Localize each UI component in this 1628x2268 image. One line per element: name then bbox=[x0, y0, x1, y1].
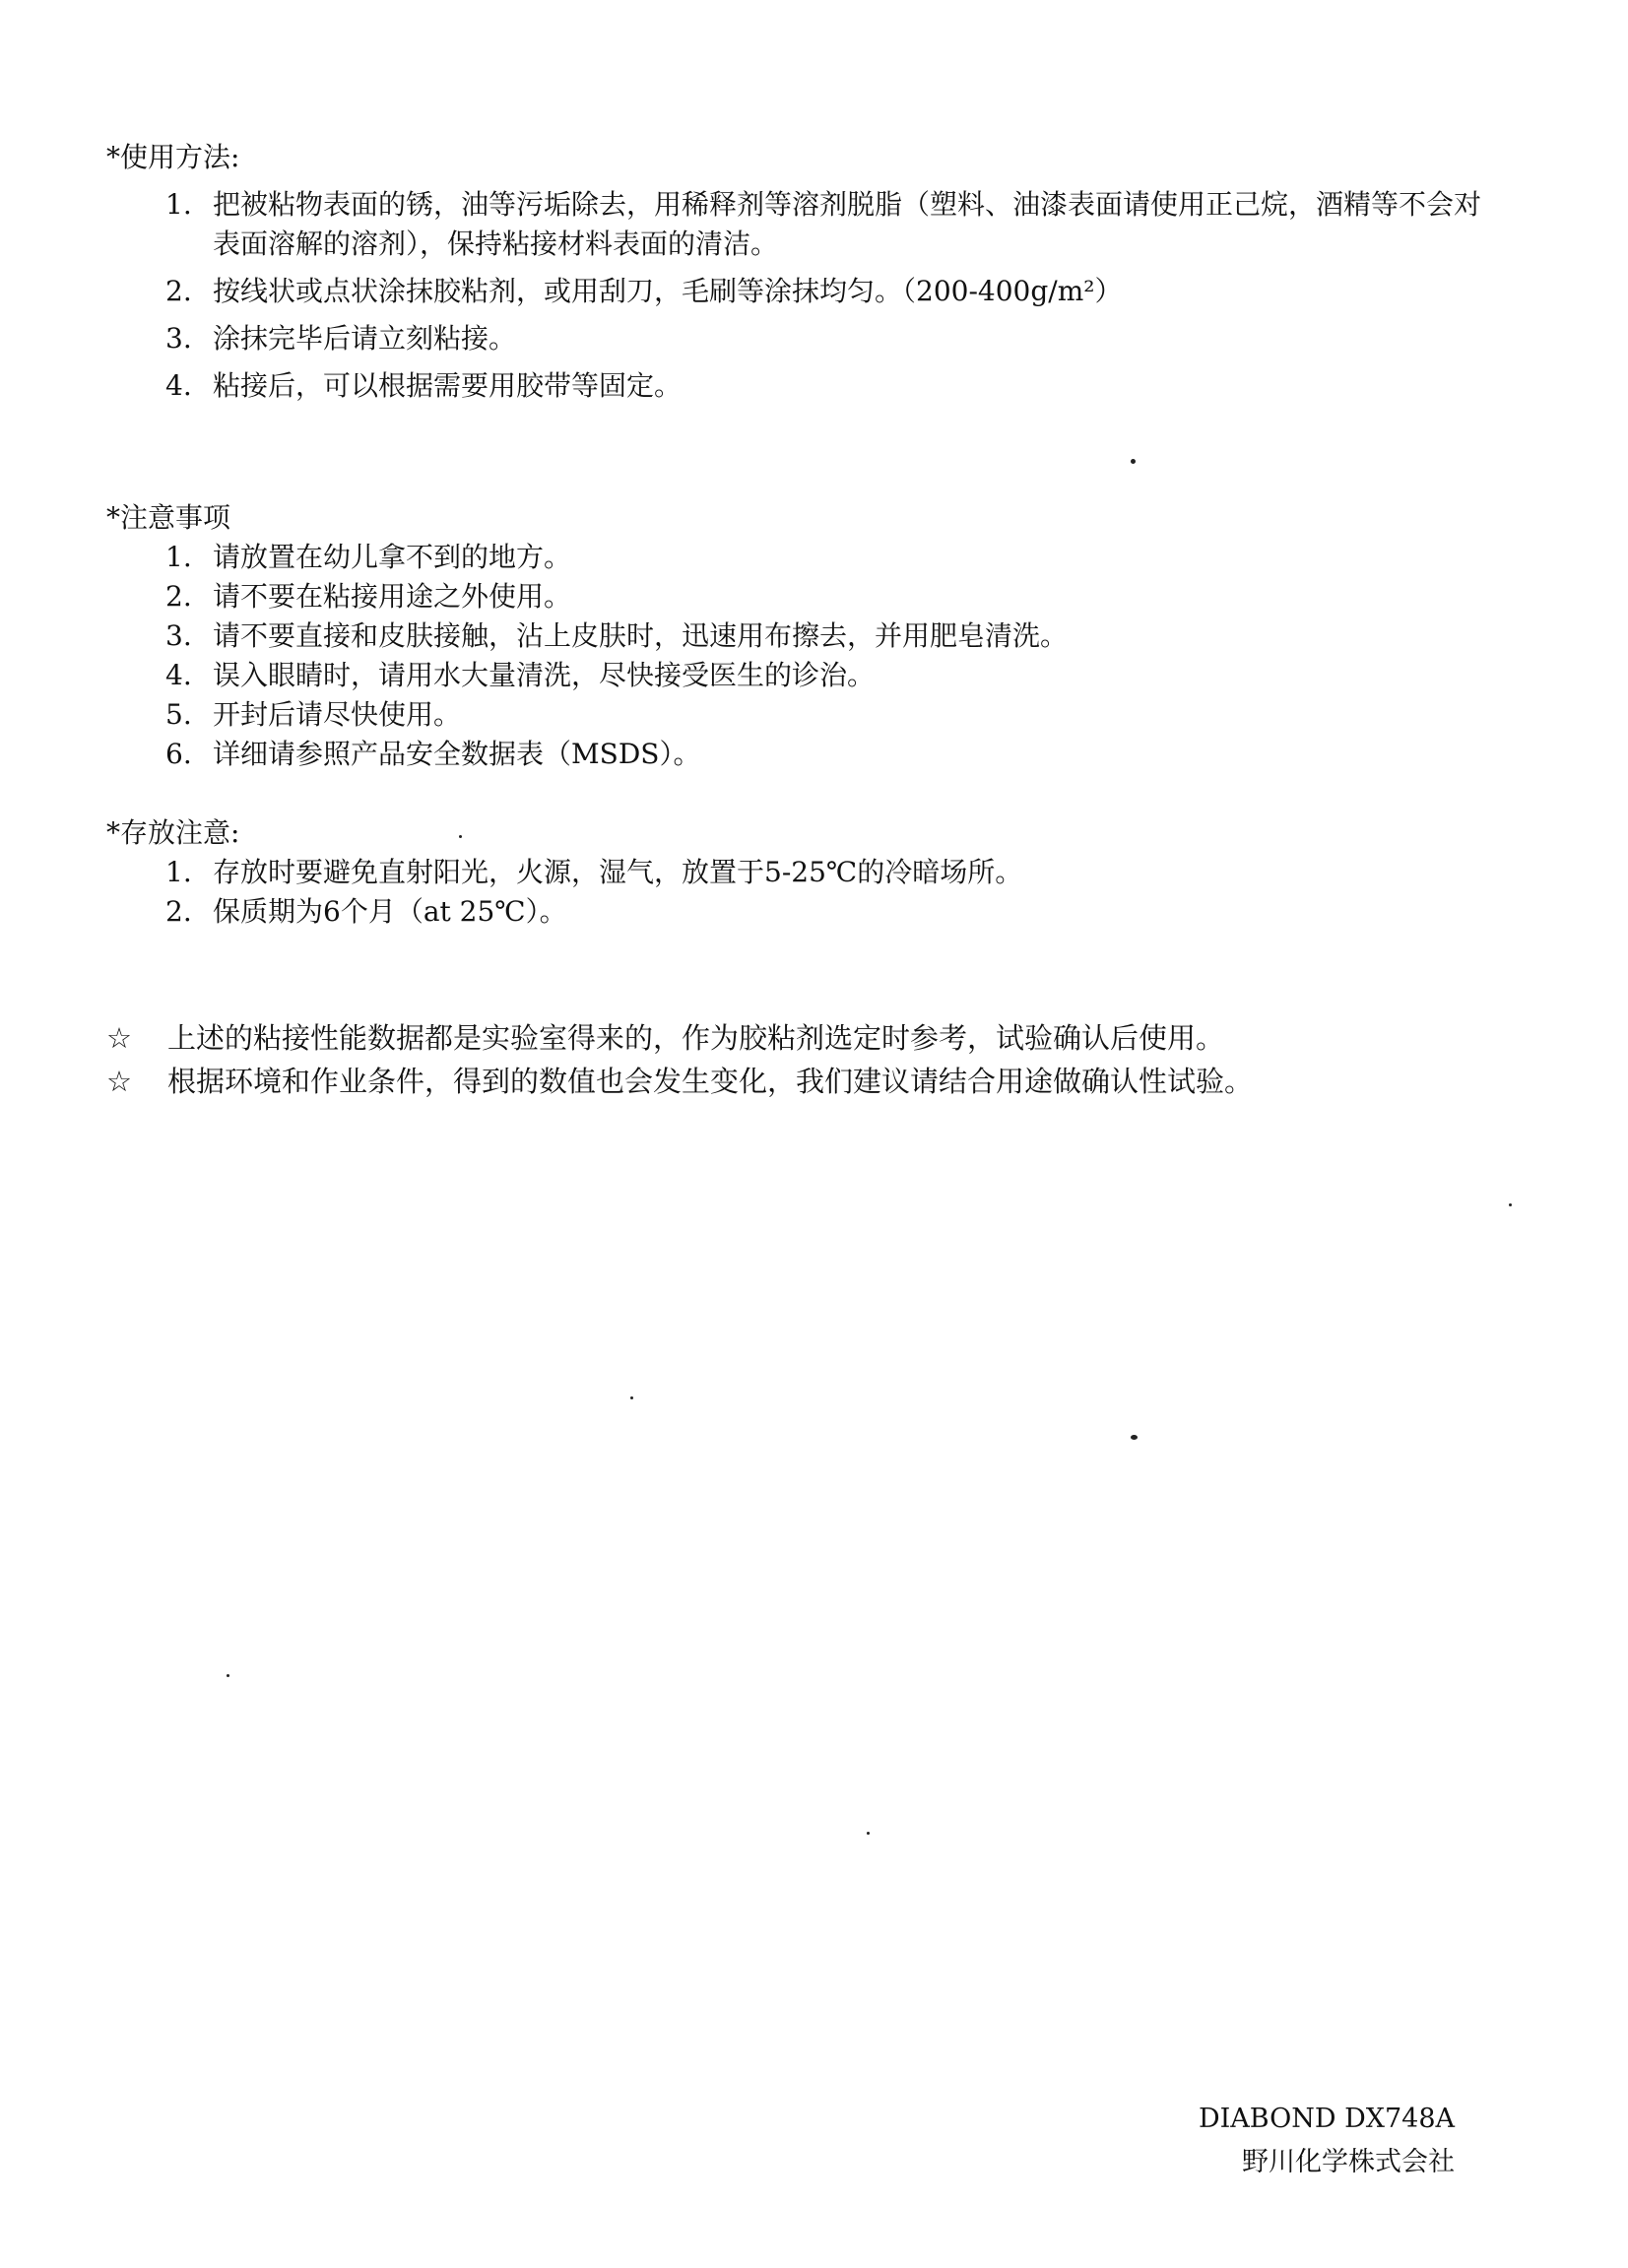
company-name: 野川化学株式会社 bbox=[1242, 2147, 1455, 2177]
scan-speck bbox=[227, 1674, 229, 1677]
item-text: 误入眼睛时，请用水大量清洗，尽快接受医生的诊治。 bbox=[213, 659, 876, 691]
scan-speck bbox=[1509, 1203, 1512, 1206]
item-text: 涂抹完毕后请立刻粘接。 bbox=[213, 322, 517, 355]
list-item bbox=[165, 735, 1525, 774]
list-item bbox=[165, 892, 1525, 932]
usage-section bbox=[106, 138, 1525, 414]
storage-section bbox=[106, 813, 1525, 932]
list-item bbox=[165, 319, 1525, 358]
star-icon: ☆ bbox=[106, 1021, 132, 1055]
storage-title: *存放注意: bbox=[106, 816, 240, 849]
item-text: 请不要直接和皮肤接触，沾上皮肤时，迅速用布擦去，并用肥皂清洗。 bbox=[213, 619, 1069, 652]
list-item bbox=[165, 695, 1525, 735]
item-text: 详细请参照产品安全数据表（MSDS）。 bbox=[213, 738, 701, 770]
item-number: 2. bbox=[165, 895, 192, 928]
note-line bbox=[106, 1016, 1525, 1060]
product-name: DIABOND DX748A bbox=[1198, 2104, 1455, 2134]
scan-speck bbox=[867, 1832, 870, 1835]
list-item bbox=[165, 366, 1525, 406]
item-number: 1. bbox=[165, 188, 192, 221]
note-line bbox=[106, 1060, 1525, 1103]
scan-speck bbox=[459, 835, 462, 838]
usage-title: *使用方法: bbox=[106, 141, 240, 173]
notes-section bbox=[106, 1016, 1525, 1103]
star-icon: ☆ bbox=[106, 1065, 132, 1098]
list-item bbox=[165, 656, 1525, 695]
list-item bbox=[165, 272, 1525, 311]
caution-list bbox=[106, 538, 1525, 774]
scan-speck bbox=[1131, 459, 1136, 464]
item-text: 保质期为6个月（at 25℃）。 bbox=[213, 895, 567, 928]
note-text: 上述的粘接性能数据都是实验室得来的，作为胶粘剂选定时参考，试验确认后使用。 bbox=[167, 1021, 1225, 1055]
item-number: 1. bbox=[165, 541, 192, 573]
item-number: 4. bbox=[165, 369, 192, 402]
usage-list bbox=[106, 185, 1525, 406]
item-number: 3. bbox=[165, 619, 192, 652]
storage-list bbox=[106, 853, 1525, 932]
list-item bbox=[165, 616, 1525, 656]
item-number: 1. bbox=[165, 856, 192, 888]
item-number: 2. bbox=[165, 275, 192, 307]
item-text: 存放时要避免直射阳光，火源，湿气，放置于5-25℃的冷暗场所。 bbox=[213, 856, 1023, 888]
item-text: 粘接后，可以根据需要用胶带等固定。 bbox=[213, 369, 683, 402]
item-number: 2. bbox=[165, 580, 192, 613]
item-number: 5. bbox=[165, 698, 192, 731]
item-text: 开封后请尽快使用。 bbox=[213, 698, 462, 731]
caution-title: *注意事项 bbox=[106, 501, 231, 534]
list-item bbox=[165, 577, 1525, 616]
item-text: 请放置在幼儿拿不到的地方。 bbox=[213, 541, 572, 573]
item-number: 6. bbox=[165, 738, 192, 770]
footer bbox=[1199, 2098, 1455, 2184]
list-item bbox=[165, 853, 1525, 892]
scan-speck bbox=[630, 1396, 633, 1399]
item-number: 4. bbox=[165, 659, 192, 691]
list-item bbox=[165, 185, 1525, 264]
item-number: 3. bbox=[165, 322, 192, 355]
item-text: 按线状或点状涂抹胶粘剂，或用刮刀，毛刷等涂抹均匀。（200-400g/m²） bbox=[213, 275, 1123, 307]
note-text: 根据环境和作业条件，得到的数值也会发生变化，我们建议请结合用途做确认性试验。 bbox=[167, 1065, 1254, 1098]
item-text: 请不要在粘接用途之外使用。 bbox=[213, 580, 572, 613]
caution-section bbox=[106, 498, 1525, 774]
item-text: 把被粘物表面的锈，油等污垢除去，用稀释剂等溶剂脱脂（塑料、油漆表面请使用正己烷，酒精等不会对表面溶解的溶剂），保持粘接材料表面的清洁。 bbox=[213, 188, 1482, 260]
list-item bbox=[165, 538, 1525, 577]
scan-speck bbox=[1131, 1435, 1138, 1440]
